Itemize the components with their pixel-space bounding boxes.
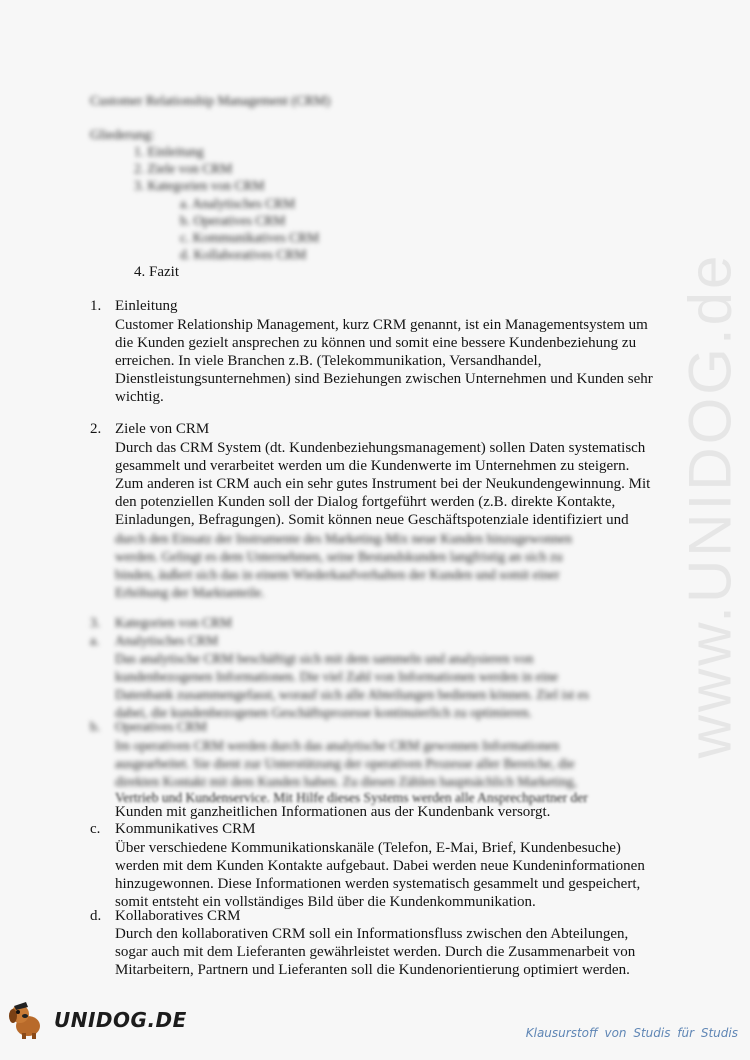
- paragraph-line: Mitarbeitern, Partnern und Lieferanten soll die Kundenorientierung optimiert werden.: [115, 962, 630, 978]
- paragraph-line: Zum anderen ist CRM auch ein sehr gutes Instrument bei der Neukundengewinnung. Mit: [115, 476, 651, 492]
- paragraph-line-blurred: binden, äußert sich das in einem Wiederkaufverhalten der Kunden und somit einer: [115, 567, 560, 582]
- paragraph-line: werden mit dem Kunden Kontakte aufgebaut. Dabei werden neue Kundeninformationen: [115, 858, 645, 874]
- section-heading-einleitung: Einleitung: [115, 298, 178, 314]
- logo-text: UNIDOG.DE: [54, 1008, 187, 1032]
- paragraph-line-blurred: ausgearbeitet. Sie dient zur Unterstützung der operativen Prozesse aller Bereiche, die: [115, 756, 575, 771]
- outline-item: 4. Fazit: [134, 264, 179, 280]
- paragraph-line-blurred: dabei, die kundenbezogenen Geschäftsprozesse kontinuierlich zu optimieren.: [115, 705, 532, 720]
- paragraph-line-blurred: Vertrieb und Kundenservice. Mit Hilfe dieses Systems werden alle Ansprechpartner der: [115, 790, 588, 805]
- paragraph-line: den potenziellen Kunden soll der Dialog fortgeführt werden (z.B. direkte Kontakte,: [115, 494, 616, 510]
- subsection-marker: d.: [90, 908, 102, 924]
- paragraph-line: somit entsteht ein vollständiges Bild über die Kundenkommunikation.: [115, 894, 536, 910]
- paragraph-line-blurred: kundenbezogenen Informationen. Die viel Zahl von Informationen werden in eine: [115, 669, 559, 684]
- section-number: 2.: [90, 421, 102, 437]
- outline-subitem: c. Kommunikatives CRM: [180, 230, 320, 245]
- section-heading-kategorien: Kategorien von CRM: [115, 615, 232, 630]
- subsection-heading-kollaborativ: Kollaboratives CRM: [115, 908, 241, 924]
- outline-subitem: d. Kollaboratives CRM: [180, 247, 307, 262]
- paragraph-line: erreichen. In viele Branchen z.B. (Telekommunikation, Versandhandel,: [115, 353, 542, 369]
- paragraph-line: Durch das CRM System (dt. Kundenbeziehungsmanagement) sollen Daten systematisch: [115, 440, 646, 456]
- subsection-marker: a.: [90, 633, 100, 648]
- outline-subitem: a. Analytisches CRM: [180, 196, 296, 211]
- outline-item: 2. Ziele von CRM: [134, 161, 233, 176]
- outline-item: 3. Kategorien von CRM: [134, 178, 265, 193]
- paragraph-line-blurred: Im operativen CRM werden durch das analytische CRM gewonnen Informationen: [115, 738, 560, 753]
- outline-heading: Gliederung:: [90, 127, 155, 142]
- dog-mascot-icon: [6, 1000, 48, 1040]
- subsection-heading-operativ: Operatives CRM: [115, 719, 207, 734]
- unidog-logo: [6, 1000, 187, 1040]
- document-title: Customer Relationship Management (CRM): [90, 93, 331, 108]
- outline-item: 1. Einleitung: [134, 144, 204, 159]
- subsection-heading-kommunikativ: Kommunikatives CRM: [115, 821, 256, 837]
- paragraph-line: Über verschiedene Kommunikationskanäle (Telefon, E-Mai, Brief, Kundenbesuche): [115, 840, 621, 856]
- paragraph-line: die Kunden gezielt ansprechen zu können und somit eine bessere Kundenbeziehung zu: [115, 335, 637, 351]
- watermark: [650, 252, 750, 758]
- paragraph-line: Dienstleistungsunternehmen) sind Beziehungen zwischen Unternehmen und Kunden sehr: [115, 371, 653, 387]
- paragraph-line-blurred: Erhöhung der Marktanteile.: [115, 585, 265, 600]
- section-heading-ziele: Ziele von CRM: [115, 421, 210, 437]
- paragraph-line-blurred: direkten Kontakt mit dem Kunden haben. Zu diesen Zählen hauptsächlich Marketing,: [115, 774, 577, 789]
- subsection-marker: b.: [90, 719, 101, 734]
- footer-slogan: Klausurstoff von Studis für Studis: [525, 1026, 738, 1040]
- paragraph-line: wichtig.: [115, 389, 164, 405]
- watermark-text: www.UNIDOG.de: [676, 252, 744, 758]
- paragraph-line: Einladungen, Befragungen). Somit können neue Geschäftspotenziale identifiziert und: [115, 512, 629, 528]
- subsection-heading-analytisch: Analytisches CRM: [115, 633, 219, 648]
- paragraph-line-blurred: durch den Einsatz der Instrumente des Marketing-Mix neue Kunden hinzugewonnen: [115, 531, 572, 546]
- paragraph-line-blurred: Das analytische CRM beschäftigt sich mit dem sammeln und analysieren von: [115, 651, 534, 666]
- paragraph-line: hinzugewonnen. Diese Informationen werden systematisch gesammelt und gespeichert,: [115, 876, 641, 892]
- outline-subitem: b. Operatives CRM: [180, 213, 286, 228]
- paragraph-line: sogar auch mit dem Lieferanten gewährleistet werden. Durch die Zusammenarbeit von: [115, 944, 636, 960]
- paragraph-line-blurred: werden. Gelingt es dem Unternehmen, seine Bestandskunden langfristig an sich zu: [115, 549, 563, 564]
- section-number: 1.: [90, 298, 102, 314]
- subsection-marker: c.: [90, 821, 101, 837]
- paragraph-line-blurred: Datenbank zusammengefasst, worauf sich alle Abteilungen bedienen können. Ziel ist es: [115, 687, 589, 702]
- paragraph-line: Kunden mit ganzheitlichen Informationen aus der Kundenbank versorgt.: [115, 804, 551, 820]
- section-number: 3.: [90, 615, 101, 630]
- paragraph-line: gesammelt und verarbeitet werden um die Kundenwerte im Unternehmen zu steigern.: [115, 458, 630, 474]
- paragraph-line: Durch den kollaborativen CRM soll ein Informationsfluss zwischen den Abteilungen,: [115, 926, 629, 942]
- paragraph-line: Customer Relationship Management, kurz CRM genannt, ist ein Managementsystem um: [115, 317, 648, 333]
